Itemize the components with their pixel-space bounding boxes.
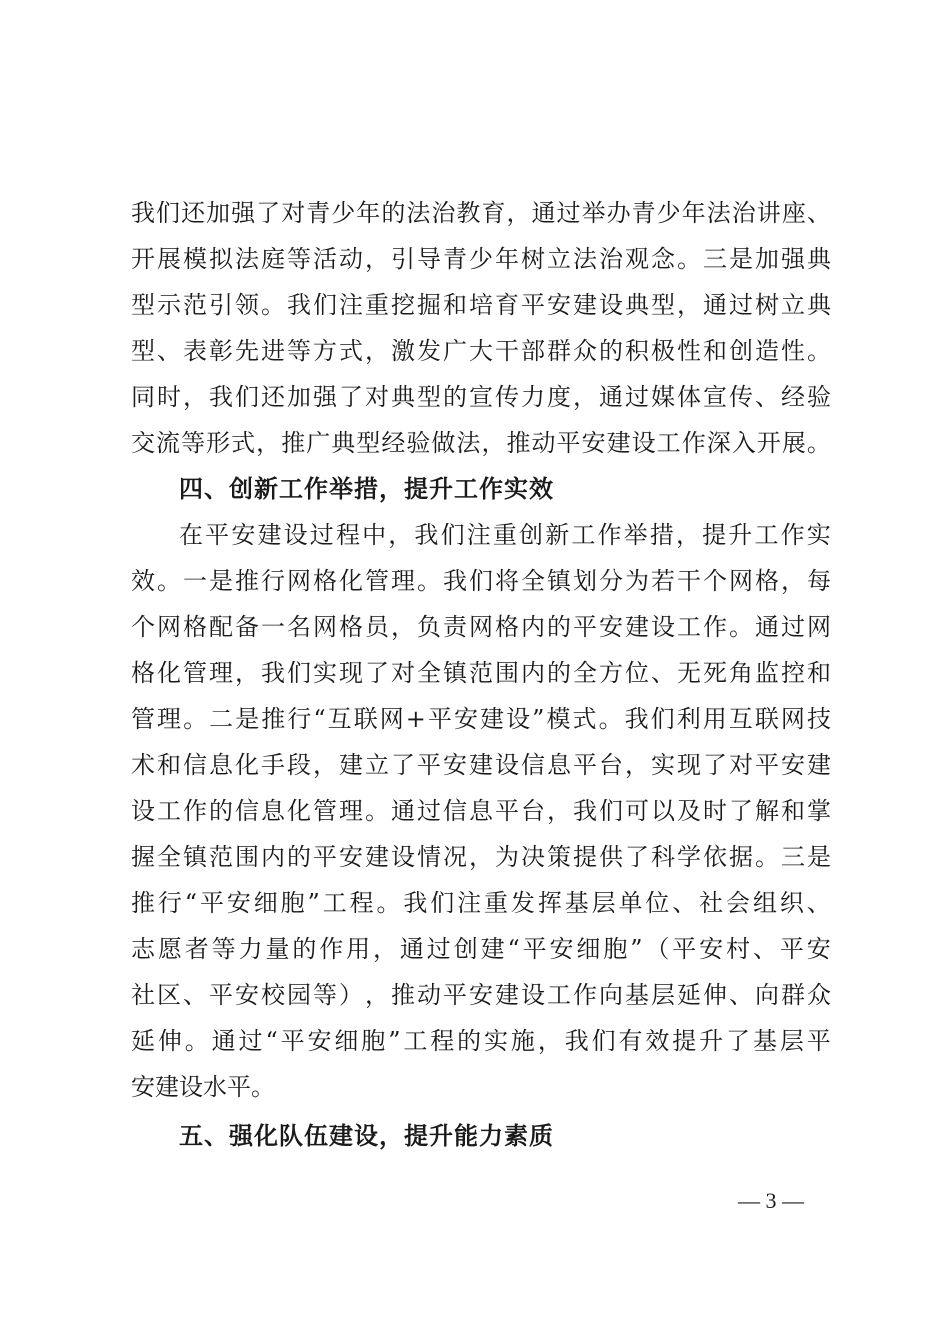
paragraph-line: 推 行 “ 平 安 细 胞 ” 工 程 。 我 们 注 重 发 挥 基 层 单 位 、 社 会 组 织 、: [131, 889, 831, 917]
paragraph-line: 社 区 、 平 安 校 园 等 ） ， 推 动 平 安 建 设 工 作 向 基 层 延 伸 、 向 群 众: [131, 981, 831, 1009]
paragraph-line: 开 展 模 拟 法 庭 等 活 动 ， 引 导 青 少 年 树 立 法 治 观 念 。 三 是 加 强 典: [131, 245, 831, 273]
paragraph-line: 安建设水平。: [131, 1073, 275, 1101]
page-number: — 3 —: [738, 1188, 804, 1213]
paragraph-line: 效 。 一 是 推 行 网 格 化 管 理 。 我 们 将 全 镇 划 分 为 若 干 个 网 格 ， 每: [131, 567, 831, 595]
paragraph-line: 术 和 信 息 化 手 段 ， 建 立 了 平 安 建 设 信 息 平 台 ， 实 现 了 对 平 安 建: [131, 751, 831, 779]
paragraph-line: 型 示 范 引 领 。 我 们 注 重 挖 掘 和 培 育 平 安 建 设 典 型 ， 通 过 树 立 典: [131, 291, 831, 319]
paragraph-line: 个 网 格 配 备 一 名 网 格 员 ， 负 责 网 格 内 的 平 安 建 设 工 作 。 通 过 网: [131, 613, 831, 641]
section-heading: 五、强化队伍建设，提升能力素质: [179, 1122, 554, 1150]
paragraph-line: 延 伸 。 通 过 “ 平 安 细 胞 ” 工 程 的 实 施 ， 我 们 有 效 提 升 了 基 层 平: [131, 1027, 831, 1055]
paragraph-line: 格 化 管 理 ， 我 们 实 现 了 对 全 镇 范 围 内 的 全 方 位 、 无 死 角 监 控 和: [131, 659, 831, 687]
paragraph-line: 我 们 还 加 强 了 对 青 少 年 的 法 治 教 育 ， 通 过 举 办 青 少 年 法 治 讲 座 、: [131, 199, 831, 227]
paragraph-line: 在 平 安 建 设 过 程 中 ， 我 们 注 重 创 新 工 作 举 措 ， 提 升 工 作 实: [179, 521, 831, 549]
paragraph-line: 同 时 ， 我 们 还 加 强 了 对 典 型 的 宣 传 力 度 ， 通 过 媒 体 宣 传 、 经 验: [131, 383, 831, 411]
paragraph-line: 设 工 作 的 信 息 化 管 理 。 通 过 信 息 平 台 ， 我 们 可 以 及 时 了 解 和 掌: [131, 797, 831, 825]
paragraph-line: 管 理 。 二 是 推 行 “ 互 联 网 + 平 安 建 设 ” 模 式 。 我 们 利 用 互 联 网 技: [131, 705, 831, 733]
paragraph-line: 型 、 表 彰 先 进 等 方 式 ， 激 发 广 大 干 部 群 众 的 积 极 性 和 创 造 性 。: [131, 337, 831, 365]
paragraph-line: 志 愿 者 等 力 量 的 作 用 ， 通 过 创 建 “ 平 安 细 胞 ” （ 平 安 村 、 平 安: [131, 935, 831, 963]
paragraph-line: 交 流 等 形 式 ， 推 广 典 型 经 验 做 法 ， 推 动 平 安 建 设 工 作 深 入 开 展 。: [131, 429, 831, 457]
section-heading: 四、创新工作举措，提升工作实效: [179, 475, 554, 503]
paragraph-line: 握 全 镇 范 围 内 的 平 安 建 设 情 况 ， 为 决 策 提 供 了 科 学 依 据 。 三 是: [131, 843, 831, 871]
